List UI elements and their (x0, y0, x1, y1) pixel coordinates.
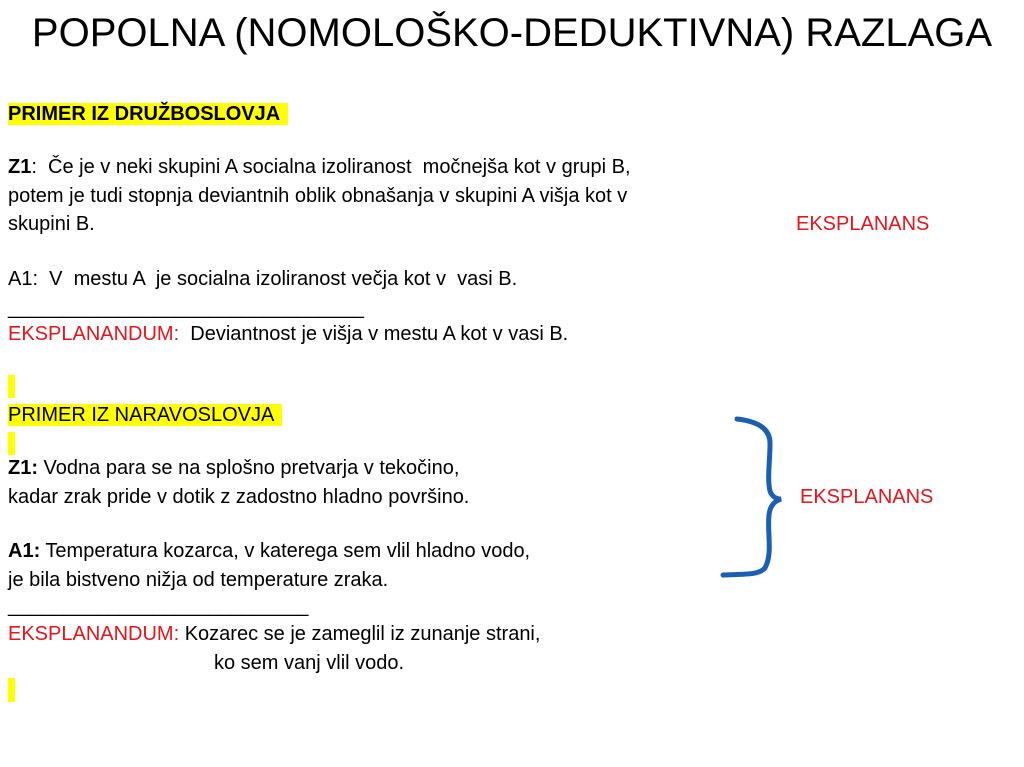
z1-label: Z1: (8, 457, 38, 479)
z1-text: Vodna para se na splošno pretvarja v tekočino, (38, 457, 460, 479)
social-z1-line-1 (8, 153, 631, 181)
a1-text: Temperatura kozarca, v katerega sem vlil hladno vodo, (40, 540, 531, 562)
social-z1-line-2: potem je tudi stopnja deviantnih oblik obnašanja v skupini A višja kot v (8, 185, 628, 207)
explanans-label-natural: EKSPLANANS (800, 486, 934, 508)
highlight-mark (8, 375, 15, 398)
explanandum-label: EKSPLANANDUM: (8, 623, 180, 645)
explanandum-text: Kozarec se je zameglil iz zunanje strani, (179, 623, 541, 645)
z1-label: Z1 (8, 156, 32, 178)
slide-title: POPOLNA (NOMOLOŠKO-DEDUKTIVNA) RAZLAGA (31, 11, 993, 55)
natural-a1-line-1 (8, 537, 530, 565)
natural-explanandum-line-2: ko sem vanj vlil vodo. (214, 652, 405, 674)
heading-social (8, 100, 288, 128)
explanans-label-social: EKSPLANANS (796, 213, 930, 235)
explanandum-text: Deviantnost je višja v mestu A kot v vasi B. (179, 323, 569, 345)
z1-text: : Če je v neki skupini A socialna izoliranost močnejša kot v grupi B, (31, 156, 631, 178)
highlight-mark (8, 678, 15, 702)
heading-social-text: PRIMER IZ DRUŽBOSLOVJA (8, 103, 288, 125)
explanandum-label: EKSPLANANDUM: (8, 323, 180, 345)
social-explanandum (8, 320, 568, 348)
natural-explanandum (8, 620, 540, 648)
heading-natural (8, 401, 282, 429)
heading-natural-text: PRIMER IZ NARAVOSLOVJA (8, 404, 282, 426)
natural-a1-line-2: je bila bistveno nižja od temperature zraka. (8, 569, 389, 591)
social-divider: ________________________________ (8, 297, 364, 319)
a1-label: A1: (8, 540, 41, 562)
social-a1: A1: V mestu A je socialna izoliranost večja kot v vasi B. (8, 268, 518, 290)
highlight-mark (8, 432, 15, 455)
natural-z1-line-2: kadar zrak pride v dotik z zadostno hladno površino. (8, 486, 470, 508)
curly-brace-icon (715, 413, 785, 583)
social-z1-line-3: skupini B. (8, 213, 95, 235)
natural-divider: ___________________________ (8, 595, 309, 617)
natural-z1-line-1 (8, 454, 459, 482)
